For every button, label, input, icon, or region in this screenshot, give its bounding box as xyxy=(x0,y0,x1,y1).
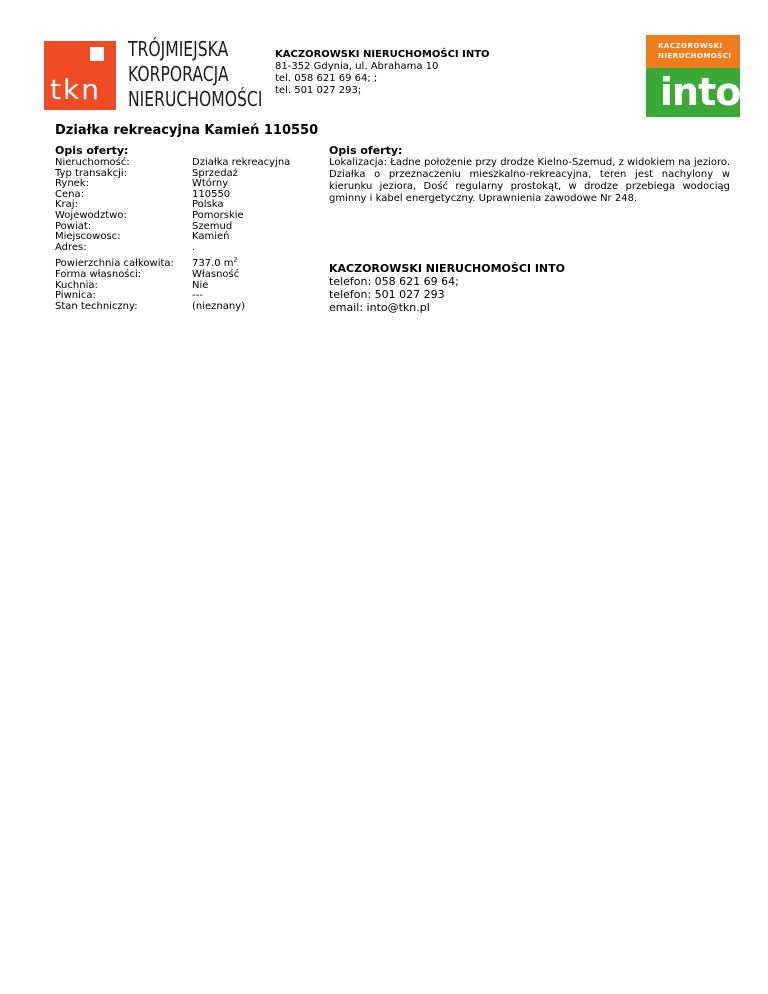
property-label: Typ transakcji: xyxy=(55,167,128,179)
tkn-logo-word-3: NIERUCHOMOŚCI xyxy=(128,87,263,111)
property-row xyxy=(55,253,290,270)
company-address: 81-352 Gdynia, ul. Abrahama 10 xyxy=(275,61,439,72)
company-name: KACZOROWSKI NIERUCHOMOŚCI INTO xyxy=(275,49,490,60)
property-value-text: . xyxy=(192,241,196,253)
property-label: Miejscowosc: xyxy=(55,231,121,243)
property-value-text: Polska xyxy=(192,199,224,211)
property-value-text: Sprzedaż xyxy=(192,167,238,179)
contact-phone-2: telefon: 501 027 293 xyxy=(329,288,445,301)
property-label: Wojewodztwo: xyxy=(55,209,127,221)
into-logo-line-2: NIERUCHOMOŚCI xyxy=(658,52,732,60)
property-value-text: Kamień xyxy=(192,231,230,243)
tkn-logo-wordmark xyxy=(128,37,262,112)
into-logo-line-1: KACZOROWSKI xyxy=(658,42,723,50)
offer-description-text: Lokalizacja: Ładne położenie przy drodze Kielno-Szemud, z widokiem na jezioro. Działka o przeznaczeniu mieszkalno-rekreacyjna, teren jest nachylony w kierunku jeziora, Dość regularny prostokąt, w drodze przebiega wodociąg gminny i kabel energetyczny. Uprawnienia zawodowe Nr 248. xyxy=(329,157,730,204)
property-value-text: Wtórny xyxy=(192,178,229,190)
company-phone-2: tel. 501 027 293; xyxy=(275,85,362,96)
property-label: Kuchnia: xyxy=(55,279,98,291)
property-label: Forma własności: xyxy=(55,268,142,280)
into-logo-banner xyxy=(646,35,740,68)
property-label: Nieruchomość: xyxy=(55,157,130,168)
property-value-text: Szemud xyxy=(192,220,233,232)
offer-description-heading: Opis oferty: xyxy=(329,144,403,157)
tkn-logo xyxy=(44,37,263,112)
tkn-logo-word-2: KORPORACJA xyxy=(128,62,229,86)
property-value xyxy=(192,253,290,270)
contact-block xyxy=(329,262,565,314)
property-value-text: 737.0 m xyxy=(192,258,234,270)
property-row xyxy=(55,179,290,190)
offer-properties-section xyxy=(55,145,315,312)
property-value-text: Własność xyxy=(192,268,240,280)
property-label: Powierzchnia całkowita: xyxy=(55,258,174,270)
property-label: Kraj: xyxy=(55,199,78,211)
property-value-text: Nie xyxy=(192,279,209,291)
property-label: Piwnica: xyxy=(55,290,96,302)
property-value-text: Działka rekreacyjna xyxy=(192,157,291,168)
offer-properties-table xyxy=(55,158,290,312)
offer-properties-heading: Opis oferty: xyxy=(55,144,129,157)
contact-company-name: KACZOROWSKI NIERUCHOMOŚCI INTO xyxy=(329,262,565,275)
offer-description-section xyxy=(329,145,730,205)
tkn-logo-white-square xyxy=(90,47,104,61)
property-value-text: Pomorskie xyxy=(192,209,244,221)
property-label: Cena: xyxy=(55,188,84,200)
property-label: Stan techniczny: xyxy=(55,300,138,312)
offer-title: Działka rekreacyjna Kamień 110550 xyxy=(55,123,319,138)
into-logo xyxy=(646,35,740,117)
property-row xyxy=(55,158,290,169)
property-value xyxy=(192,232,290,243)
tkn-logo-word-1: TRÓJMIEJSKA xyxy=(128,37,229,61)
property-value-text: (nieznany) xyxy=(192,300,246,312)
property-value xyxy=(192,243,290,254)
tkn-logo-letters: tkn xyxy=(50,73,101,106)
property-value xyxy=(192,281,290,292)
property-row xyxy=(55,302,290,313)
property-value-superscript: 2 xyxy=(233,257,238,265)
property-label: Adres: xyxy=(55,241,87,253)
company-header xyxy=(275,49,490,97)
property-row xyxy=(55,211,290,222)
property-row xyxy=(55,232,290,243)
into-logo-word: into xyxy=(660,70,741,114)
offer-properties-body xyxy=(55,158,290,312)
property-value xyxy=(192,302,290,313)
property-row xyxy=(55,270,290,281)
tkn-logo-square xyxy=(44,41,116,110)
property-row xyxy=(55,190,290,201)
property-label: Powiat: xyxy=(55,220,92,232)
property-row xyxy=(55,169,290,180)
property-value-text: 110550 xyxy=(192,188,231,200)
property-row xyxy=(55,243,290,254)
property-value-text: --- xyxy=(192,290,203,302)
into-logo-green-block xyxy=(646,68,740,117)
contact-phone-1: telefon: 058 621 69 64; xyxy=(329,275,459,288)
contact-email[interactable]: email: into@tkn.pl xyxy=(329,301,430,314)
property-label: Rynek: xyxy=(55,178,89,190)
company-phone-1: tel. 058 621 69 64; ; xyxy=(275,73,378,84)
